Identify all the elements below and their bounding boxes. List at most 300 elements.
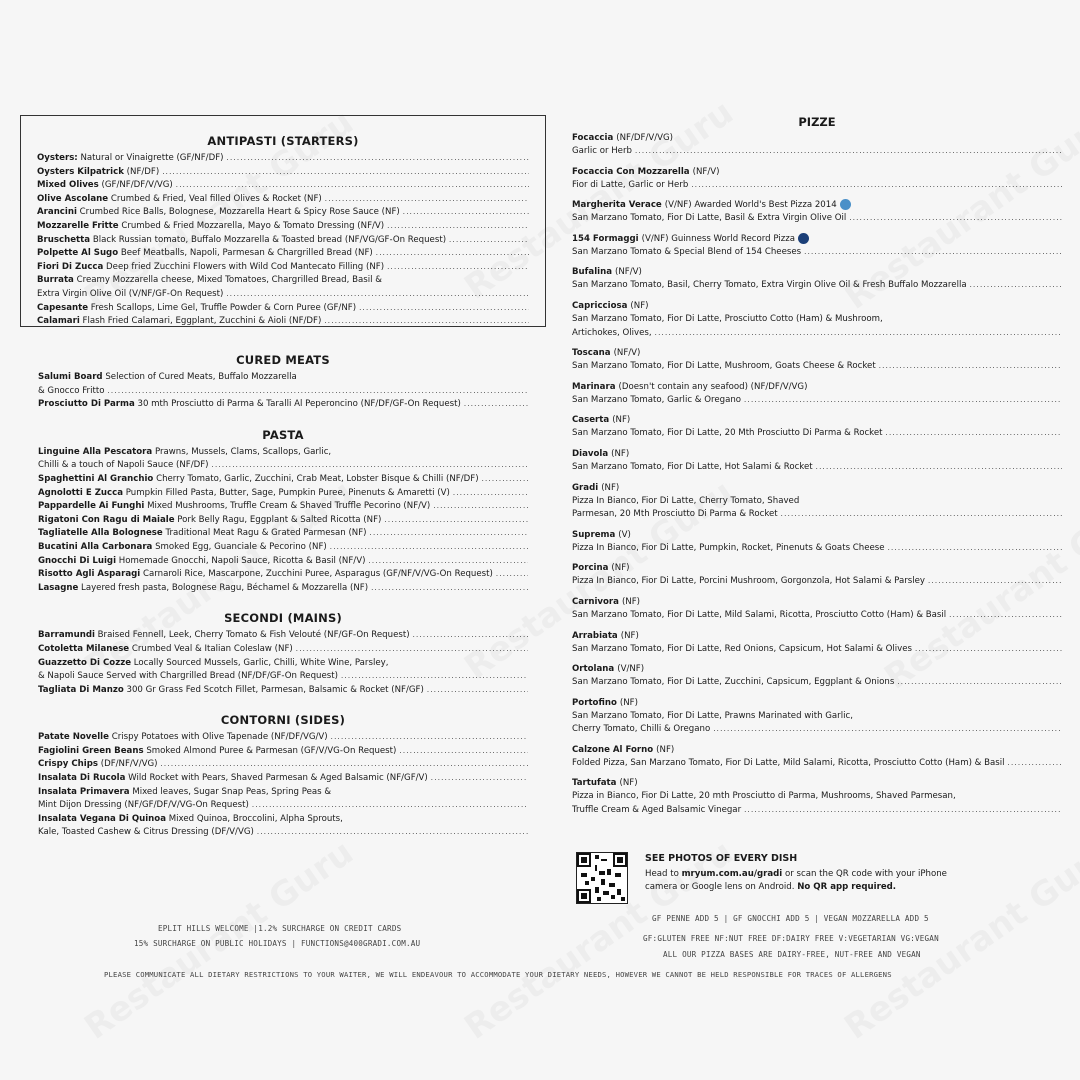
item-text [38, 629, 410, 643]
leader-dots [341, 670, 528, 684]
leader-dots [162, 166, 529, 180]
pizza-name-line [572, 300, 1062, 313]
leader-dots [431, 772, 528, 786]
item-name: Guazzetto Di Cozze [38, 657, 132, 668]
pizza-tag: (NF/V) [692, 166, 720, 177]
item-text [38, 555, 365, 569]
pizza-desc-line [572, 360, 1062, 374]
pizza-desc-line [572, 575, 1062, 589]
pizza-desc: Pizza In Bianco, Fior Di Latte, Porcini Mushroom, Gorgonzola, Hot Salami & Parsley [572, 576, 925, 587]
leader-dots [384, 514, 528, 528]
pizza-item [572, 414, 1062, 441]
item-desc: Layered fresh pasta, Bolognese Ragu, Béchamel & Mozzarella (NF) [81, 582, 369, 593]
item-desc: Mixed leaves, Sugar Snap Peas, Spring Peas & [132, 786, 332, 797]
footer-pizza-bases: ALL OUR PIZZA BASES ARE DAIRY-FREE, NUT-FREE AND VEGAN [663, 950, 921, 959]
item-name: Fiori Di Zucca [37, 261, 104, 272]
leader-dots [1008, 757, 1062, 771]
leader-dots [928, 575, 1062, 589]
qr-code-icon [577, 853, 627, 903]
pizza-tag: (Doesn't contain any seafood) (NF/DF/V/VG) [618, 381, 808, 392]
leader-dots [816, 461, 1062, 475]
item-continuation [38, 826, 528, 840]
contorni-list [38, 731, 528, 840]
item-desc: (GF/NF/DF/V/VG) [101, 180, 173, 191]
item-name: Crispy Chips [38, 759, 98, 770]
item-continuation [38, 385, 528, 399]
pizza-item [572, 347, 1062, 374]
leader-dots [257, 826, 528, 840]
leader-dots [403, 206, 529, 220]
pizza-desc: Truffle Cream & Aged Balsamic Vinegar [572, 805, 742, 816]
item-desc: Crumbed & Fried Mozzarella, Mayo & Tomato Dressing (NF/V) [121, 220, 385, 231]
pizza-desc: San Marzano Tomato, Garlic & Oregano [572, 394, 742, 405]
pizza-tag: (NF) [611, 448, 630, 459]
pizza-name-line [572, 663, 1062, 676]
leader-dots [453, 487, 528, 501]
pizza-name-line [572, 596, 1062, 609]
pizza-desc-line [572, 246, 1062, 260]
item-desc: (NF/DF) [126, 166, 160, 177]
pizza-desc: Garlic or Herb [572, 146, 632, 156]
item-desc: Mixed Mushrooms, Truffle Cream & Shaved Truffle Pecorino (NF/V) [147, 501, 431, 512]
leader-dots [107, 385, 528, 399]
menu-item [38, 555, 528, 569]
menu-item [38, 473, 528, 487]
leader-dots [888, 542, 1062, 556]
item-text [38, 398, 461, 412]
item-desc: Pumpkin Filled Pasta, Butter, Sage, Pumpkin Puree, Pinenuts & Amaretti (V) [125, 487, 450, 498]
pizza-desc: San Marzano Tomato, Fior Di Latte, Zucchini, Capsicum, Eggplant & Onions [572, 677, 895, 688]
leader-dots [949, 609, 1062, 623]
leader-dots [371, 582, 528, 596]
section-title: CONTORNI (SIDES) [220, 713, 346, 728]
item-desc-cont: & Gnocco Fritto [38, 385, 105, 396]
pizza-name-line [572, 233, 1062, 246]
pizza-desc: Folded Pizza, San Marzano Tomato, Fior Di Latte, Mild Salami, Ricotta, Prosciutto Cotto (Ham) & Basil [572, 757, 1005, 768]
pizza-desc: San Marzano Tomato, Fior Di Latte, Mild Salami, Ricotta, Prosciutto Cotto (Ham) & Basil [572, 609, 947, 620]
pizza-tag: (V) [618, 529, 631, 540]
item-name: Calamari [37, 316, 80, 327]
pizza-name: Marinara [572, 381, 616, 392]
leader-dots [464, 398, 528, 412]
pizza-name: Focaccia Con Mozzarella [572, 166, 690, 177]
pizza-desc-line [572, 643, 1062, 657]
section-title: PASTA [262, 427, 304, 442]
pizza-desc: Artichokes, Olives, [572, 327, 652, 338]
qr-text-part: Head to [645, 869, 682, 879]
item-desc-cont: Extra Virgin Olive Oil (V/NF/GF-On Request) [37, 288, 224, 299]
pizza-desc: San Marzano Tomato, Basil, Cherry Tomato, Extra Virgin Olive Oil & Fresh Buffalo Mozzarella [572, 280, 967, 291]
pizza-desc-line [572, 723, 1062, 737]
item-desc: Prawns, Mussels, Clams, Scallops, Garlic, [154, 446, 332, 457]
item-text [37, 261, 384, 275]
pizza-item [572, 199, 1062, 226]
pizza-name-line [572, 529, 1062, 542]
menu-item [38, 758, 528, 772]
item-name: Mixed Olives [37, 180, 99, 191]
item-text [37, 302, 356, 316]
pizza-item [572, 630, 1062, 657]
menu-item [38, 527, 528, 541]
pizza-desc-line [572, 609, 1062, 623]
leader-dots [879, 360, 1062, 374]
antipasti-list [37, 152, 529, 329]
contorni-section [20, 713, 546, 840]
pizza-name: Capricciosa [572, 300, 628, 311]
leader-dots [387, 220, 529, 234]
pizza-name: Bufalina [572, 267, 613, 278]
item-name: Gnocchi Di Luigi [38, 555, 117, 566]
item-desc: Fresh Scallops, Lime Gel, Truffle Powder & Corn Puree (GF/NF) [90, 302, 357, 313]
item-desc: 30 mth Prosciutto di Parma & Taralli Al Peperoncino (NF/DF/GF-On Request) [137, 399, 461, 410]
pizza-item [572, 233, 1062, 260]
leader-dots [325, 193, 529, 207]
item-desc: Traditional Meat Ragu & Grated Parmesan (NF) [165, 528, 367, 539]
menu-item [38, 582, 528, 596]
leader-dots [376, 247, 529, 261]
pizza-item [572, 300, 1062, 340]
leader-dots [915, 643, 1062, 657]
item-desc: Carnaroli Rice, Mascarpone, Zucchini Puree, Asparagus (GF/NF/V/VG-On Request) [142, 569, 493, 580]
leader-dots [897, 676, 1062, 690]
item-name: Pappardelle Ai Funghi [38, 501, 145, 512]
pizza-tag: (NF) [611, 563, 630, 574]
cured-section [20, 353, 546, 412]
pizza-desc-line [572, 212, 1062, 226]
item-name: Arancini [37, 207, 77, 218]
item-text [37, 152, 224, 166]
leader-dots [160, 758, 528, 772]
pizza-name-line [572, 266, 1062, 279]
left-column [20, 115, 546, 840]
pizza-item [572, 266, 1062, 293]
pizza-desc-line [572, 145, 1062, 159]
pizza-desc-line [572, 508, 1062, 522]
item-name: Insalata Primavera [38, 786, 130, 797]
item-name: Insalata Di Rucola [38, 773, 126, 784]
pizza-name: 154 Formaggi [572, 233, 639, 244]
pizza-desc-line [572, 327, 1062, 341]
pizze-list [572, 132, 1062, 818]
footer-legend: GF:GLUTEN FREE NF:NUT FREE DF:DAIRY FREE V:VEGETARIAN VG:VEGAN [643, 934, 939, 943]
pizza-tag: (NF) [612, 415, 631, 426]
item-text [38, 514, 381, 528]
leader-dots [744, 804, 1062, 818]
item-desc: Flash Fried Calamari, Eggplant, Zucchini & Aioli (NF/DF) [82, 316, 322, 327]
pizza-desc: San Marzano Tomato, Fior Di Latte, Prawns Marinated with Garlic, [572, 710, 853, 721]
leader-dots [330, 541, 528, 555]
footer-allergens: PLEASE COMMUNICATE ALL DIETARY RESTRICTIONS TO YOUR WAITER, WE WILL ENDEAVOUR TO ACCOMMODATE YOUR DIETARY NEEDS, HOWEVER WE CANNOT BE HELD RESPONSIBLE FOR TRACES OF ALLERGENS [104, 970, 892, 979]
leader-dots [713, 723, 1062, 737]
pizza-item [572, 596, 1062, 623]
pizza-name: Porcina [572, 563, 609, 574]
pizza-desc: San Marzano Tomato, Fior Di Latte, Red Onions, Capsicum, Hot Salami & Olives [572, 643, 913, 654]
menu-item [37, 152, 529, 166]
qr-text-part: camera or Google lens on Android. [645, 882, 798, 892]
menu-item [37, 274, 529, 288]
item-name: Salumi Board [38, 372, 103, 382]
item-text [38, 473, 479, 487]
item-desc: Mixed Quinoa, Broccolini, Alpha Sprouts, [168, 813, 343, 824]
item-name: Tagliata Di Manzo [38, 684, 124, 695]
menu-item [38, 541, 528, 555]
menu-item [37, 302, 529, 316]
pizza-desc: Pizza In Bianco, Fior Di Latte, Pumpkin, Rocket, Pinenuts & Goats Cheese [572, 542, 885, 553]
item-desc: Black Russian tomato, Buffalo Mozzarella & Toasted bread (NF/VG/GF-On Request) [92, 234, 447, 245]
item-continuation [38, 670, 528, 684]
item-text [38, 745, 396, 759]
leader-dots [387, 261, 529, 275]
pizza-name-line [572, 697, 1062, 710]
footer-surcharge: EPLIT HILLS WELCOME |1.2% SURCHARGE ON CREDIT CARDS [158, 924, 402, 933]
pizza-desc: Pizza in Bianco, Fior Di Latte, 20 mth Prosciutto di Parma, Mushrooms, Shaved Parmesan, [572, 791, 956, 802]
pizza-name-line [572, 448, 1062, 461]
item-name: Linguine Alla Pescatora [38, 446, 153, 457]
item-continuation [37, 288, 529, 302]
pizza-tag: (NF/DF/V/VG) [616, 133, 674, 143]
section-title: PIZZE [798, 115, 836, 129]
pizza-desc: San Marzano Tomato, Fior Di Latte, Prosciutto Cotto (Ham) & Mushroom, [572, 313, 883, 324]
section-title: ANTIPASTI (STARTERS) [207, 134, 359, 148]
item-name: Olive Ascolane [37, 193, 109, 204]
award-badge-icon [840, 199, 851, 210]
menu-item [38, 813, 528, 827]
item-desc-cont: Kale, Toasted Cashew & Citrus Dressing (DF/V/VG) [38, 827, 254, 838]
pizza-name-line [572, 132, 1062, 145]
item-name: Patate Novelle [38, 732, 109, 743]
pizza-name: Portofino [572, 697, 617, 708]
leader-dots [427, 684, 528, 698]
item-name: Burrata [37, 275, 74, 286]
pizza-desc: San Marzano Tomato, Fior Di Latte, Hot Salami & Rocket [572, 461, 813, 472]
leader-dots [212, 459, 528, 473]
item-continuation [38, 459, 528, 473]
leader-dots [359, 302, 529, 316]
pizza-desc-line [572, 804, 1062, 818]
item-name: Oysters Kilpatrick [37, 166, 124, 177]
item-name: Tagliatelle Alla Bolognese [38, 528, 163, 539]
menu-item [38, 745, 528, 759]
item-desc: Crumbed Rice Balls, Bolognese, Mozzarella Heart & Spicy Rose Sauce (NF) [79, 207, 400, 218]
pizza-name: Gradi [572, 482, 599, 493]
pasta-list [38, 446, 528, 596]
section-title: CURED MEATS [236, 353, 330, 367]
leader-dots [226, 288, 529, 302]
pizza-desc: Fior di Latte, Garlic or Herb [572, 179, 689, 190]
item-text [37, 234, 446, 248]
pizza-item [572, 132, 1062, 159]
item-name: Oysters: [37, 153, 78, 163]
item-desc: Smoked Almond Puree & Parmesan (GF/V/VG-On Request) [146, 745, 397, 756]
pizza-item [572, 448, 1062, 475]
pizza-desc-line [572, 676, 1062, 690]
menu-item [38, 643, 528, 657]
item-text [37, 179, 173, 193]
menu-item [37, 220, 529, 234]
menu-item [37, 179, 529, 193]
menu-item [38, 786, 528, 800]
item-desc: Deep fried Zucchini Flowers with Wild Cod Mantecato Filling (NF) [106, 261, 385, 272]
pizza-desc: Parmesan, 20 Mth Prosciutto Di Parma & Rocket [572, 509, 778, 520]
footer-public-holidays: 15% SURCHARGE ON PUBLIC HOLIDAYS | FUNCTIONS@400GRADI.COM.AU [134, 939, 421, 948]
pizza-desc: Pizza In Bianco, Fior Di Latte, Cherry Tomato, Shaved [572, 495, 800, 506]
pizza-desc: Cherry Tomato, Chilli & Oregano [572, 724, 711, 735]
leader-dots [449, 234, 529, 248]
leader-dots [496, 568, 528, 582]
item-text [38, 527, 367, 541]
menu-item [38, 657, 528, 671]
menu-item [37, 166, 529, 180]
pizza-item [572, 166, 1062, 193]
item-text [37, 166, 159, 180]
qr-line-2 [645, 881, 975, 894]
qr-text-part: or scan the QR code with your iPhone [782, 869, 947, 879]
pizza-item [572, 529, 1062, 556]
pizza-name-line [572, 381, 1062, 394]
item-name: Lasagne [38, 582, 79, 593]
pasta-section [20, 428, 546, 596]
pizza-item [572, 663, 1062, 690]
menu-item [37, 261, 529, 275]
menu-item [37, 247, 529, 261]
pizza-name-line [572, 744, 1062, 757]
item-desc-cont: & Napoli Sauce Served with Chargrilled Bread (NF/DF/GF-On Request) [38, 671, 338, 682]
pizza-desc-line [572, 279, 1062, 293]
leader-dots [296, 643, 528, 657]
pizza-tag: (NF) [621, 596, 641, 607]
leader-dots [849, 212, 1062, 226]
leader-dots [691, 179, 1062, 193]
menu-item [37, 193, 529, 207]
pizza-desc: San Marzano Tomato, Fior Di Latte, Mushroom, Goats Cheese & Rocket [572, 361, 876, 372]
menu-item [38, 514, 528, 528]
item-desc: (DF/NF/V/VG) [100, 759, 158, 770]
item-text [37, 220, 384, 234]
item-desc: Locally Sourced Mussels, Garlic, Chilli, White Wine, Parsley, [133, 657, 389, 668]
item-desc: Crumbed & Fried, Veal filled Olives & Rocket (NF) [110, 193, 322, 204]
item-text [37, 206, 400, 220]
item-text [38, 643, 293, 657]
item-desc: Pork Belly Ragu, Eggplant & Salted Ricotta (NF) [177, 514, 382, 525]
menu-item [37, 234, 529, 248]
leader-dots [370, 527, 528, 541]
item-desc: Crumbed Veal & Italian Coleslaw (NF) [131, 643, 293, 654]
item-desc-cont: Chilli & a touch of Napoli Sauce (NF/DF) [38, 460, 209, 471]
leader-dots [886, 427, 1062, 441]
item-desc: Selection of Cured Meats, Buffalo Mozzarella [105, 372, 297, 382]
pizza-name-line [572, 562, 1062, 575]
item-name: Polpette Al Sugo [37, 248, 119, 259]
pizza-desc: San Marzano Tomato & Special Blend of 154 Cheeses [572, 246, 802, 257]
leader-dots [324, 315, 529, 329]
pizza-name: Ortolana [572, 664, 615, 675]
item-name: Cotoletta Milanese [38, 643, 130, 654]
menu-item [38, 772, 528, 786]
qr-code[interactable] [576, 852, 628, 904]
leader-dots [781, 508, 1062, 522]
right-column [572, 115, 1062, 825]
pizza-name: Diavola [572, 448, 609, 459]
pizza-name-line [572, 414, 1062, 427]
leader-dots [433, 500, 528, 514]
leader-dots [368, 555, 528, 569]
item-desc: Beef Meatballs, Napoli, Parmesan & Chargrilled Bread (NF) [120, 248, 373, 259]
pizza-tag: (NF) [620, 630, 639, 641]
pizza-name-line [572, 347, 1062, 360]
pizza-name-line [572, 166, 1062, 179]
secondi-section [20, 611, 546, 697]
menu-item [38, 731, 528, 745]
item-text [37, 193, 322, 207]
item-name: Rigatoni Con Ragu di Maiale [38, 514, 175, 525]
item-text [37, 247, 373, 261]
item-name: Bucatini Alla Carbonara [38, 541, 153, 552]
pizza-name: Margherita Verace [572, 200, 662, 211]
pizza-item [572, 482, 1062, 522]
item-desc-cont: Mint Dijon Dressing (NF/GF/DF/V/VG-On Request) [38, 800, 249, 811]
cured-list [38, 371, 528, 412]
pizza-item [572, 744, 1062, 771]
qr-line-1 [645, 868, 975, 881]
pizza-tag: (NF) [619, 697, 638, 708]
leader-dots [655, 327, 1062, 341]
pizza-name-line [572, 199, 1062, 212]
item-desc: Braised Fennell, Leek, Cherry Tomato & Fish Velouté (NF/GF-On Request) [97, 630, 410, 641]
pizza-name: Suprema [572, 529, 616, 540]
pizza-tag: (V/NF) [617, 664, 645, 675]
menu-item [38, 568, 528, 582]
item-text [38, 772, 428, 786]
item-desc: Wild Rocket with Pears, Shaved Parmesan & Aged Balsamic (NF/GF/V) [128, 773, 428, 784]
pizza-name: Calzone Al Forno [572, 744, 654, 755]
pizza-item [572, 697, 1062, 737]
pizza-tag: (NF) [601, 482, 620, 493]
secondi-list [38, 629, 528, 697]
pizza-name: Caserta [572, 415, 610, 426]
item-text [38, 500, 430, 514]
leader-dots [176, 179, 529, 193]
pizza-desc-line [572, 461, 1062, 475]
section-title: SECONDI (MAINS) [224, 611, 342, 626]
footer-addons: GF PENNE ADD 5 | GF GNOCCHI ADD 5 | VEGAN MOZZARELLA ADD 5 [652, 914, 929, 923]
qr-text-bold: No QR app required. [797, 882, 897, 892]
leader-dots [970, 279, 1062, 293]
pizza-tag: (NF) [630, 300, 649, 311]
pizza-name: Tartufata [572, 778, 617, 789]
pizza-desc-line [572, 542, 1062, 556]
item-name: Insalata Vegana Di Quinoa [38, 813, 167, 824]
item-text [38, 758, 157, 772]
qr-info [645, 852, 975, 894]
pizza-tag: (V/NF) Awarded World's Best Pizza 2014 [664, 200, 837, 211]
leader-dots [744, 394, 1062, 408]
pizza-desc-line [572, 179, 1062, 193]
item-text [37, 315, 321, 329]
item-name: Bruschetta [37, 234, 91, 245]
pizza-tag: (NF) [656, 744, 675, 755]
pizza-tag: (V/NF) Guinness World Record Pizza [641, 233, 796, 244]
menu-item [37, 206, 529, 220]
qr-url-link[interactable]: mryum.com.au/gradi [681, 869, 783, 879]
pizza-item [572, 562, 1062, 589]
menu-item [37, 315, 529, 329]
pizza-item [572, 777, 1062, 817]
item-desc: 300 Gr Grass Fed Scotch Fillet, Parmesan, Balsamic & Rocket (NF/GF) [126, 684, 424, 695]
item-desc: Smoked Egg, Guanciale & Pecorino (NF) [155, 541, 327, 552]
item-text [38, 487, 450, 501]
menu-item [38, 446, 528, 460]
leader-dots [331, 731, 528, 745]
